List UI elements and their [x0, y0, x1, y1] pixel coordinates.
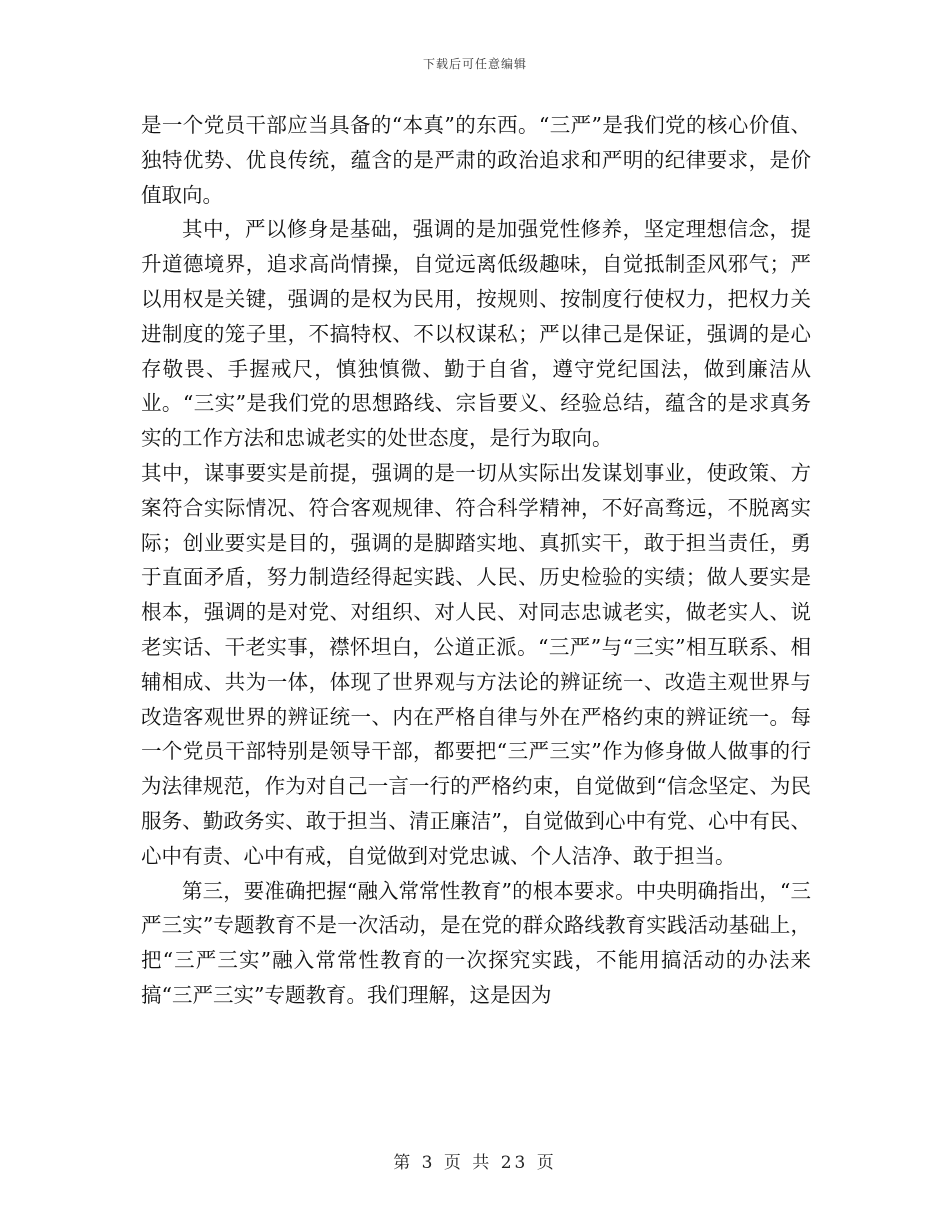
page-header: 下载后可任意编辑	[422, 57, 527, 71]
paragraph-3: 其中，谋事要实是前提，强调的是一切从实际出发谋划事业，使政策、方案符合实际情况、符合客观规律、符合科学精神，不好高骛远，不脱离实际；创业要实是目的，强调的是脚踏实地、真抓实干，敢于担当责任，勇于直面矛盾，努力制造经得起实践、人民、历史检验的实绩；做人要实是根本，强调的是对党、对组织、对人民、对同志忠诚老实，做老实人、说老实话、干老实事，襟怀坦白，公道正派。“三严”与“三实”相互联系、相辅相成、共为一体，体现了世界观与方法论的辨证统一、改造主观世界与改造客观世界的辨证统一、内在严格自律与外在严格约束的辨证统一。每一个党员干部特别是领导干部，都要把“三严三实”作为修身做人做事的行为法律规范，作为对自己一言一行的严格约束，自觉做到“信念坚定、为民服务、勤政务实、敢于担当、清正廉洁”，自觉做到心中有党、心中有民、心中有责、心中有戒，自觉做到对党忠诚、个人洁净、敢于担当。	[141, 460, 811, 868]
page-number-footer: 第 3 页 共 23 页	[393, 1153, 557, 1173]
document-body	[141, 108, 811, 1013]
paragraph-2: 其中，严以修身是基础，强调的是加强党性修养，坚定理想信念，提升道德境界，追求高尚情操，自觉远离低级趣味，自觉抵制歪风邪气；严以用权是关键，强调的是权为民用，按规则、按制度行使权力，把权力关进制度的笼子里，不搞特权、不以权谋私；严以律己是保证，强调的是心存敬畏、手握戒尺，慎独慎微、勤于自省，遵守党纪国法，做到廉洁从业。“三实”是我们党的思想路线、宗旨要义、经验总结，蕴含的是求真务实的工作方法和忠诚老实的处世态度，是行为取向。	[141, 217, 811, 451]
paragraph-4: 第三，要准确把握“融入常常性教育”的根本要求。中央明确指出，“三严三实”专题教育不是一次活动，是在党的群众路线教育实践活动基础上，把“三严三实”融入常常性教育的一次探究实践，不能用搞活动的办法来搞“三严三实”专题教育。我们理解，这是因为	[141, 878, 811, 1007]
paragraph-1: 是一个党员干部应当具备的“本真”的东西。“三严”是我们党的核心价值、独特优势、优良传统，蕴含的是严肃的政治追求和严明的纪律要求，是价值取向。	[141, 113, 811, 207]
